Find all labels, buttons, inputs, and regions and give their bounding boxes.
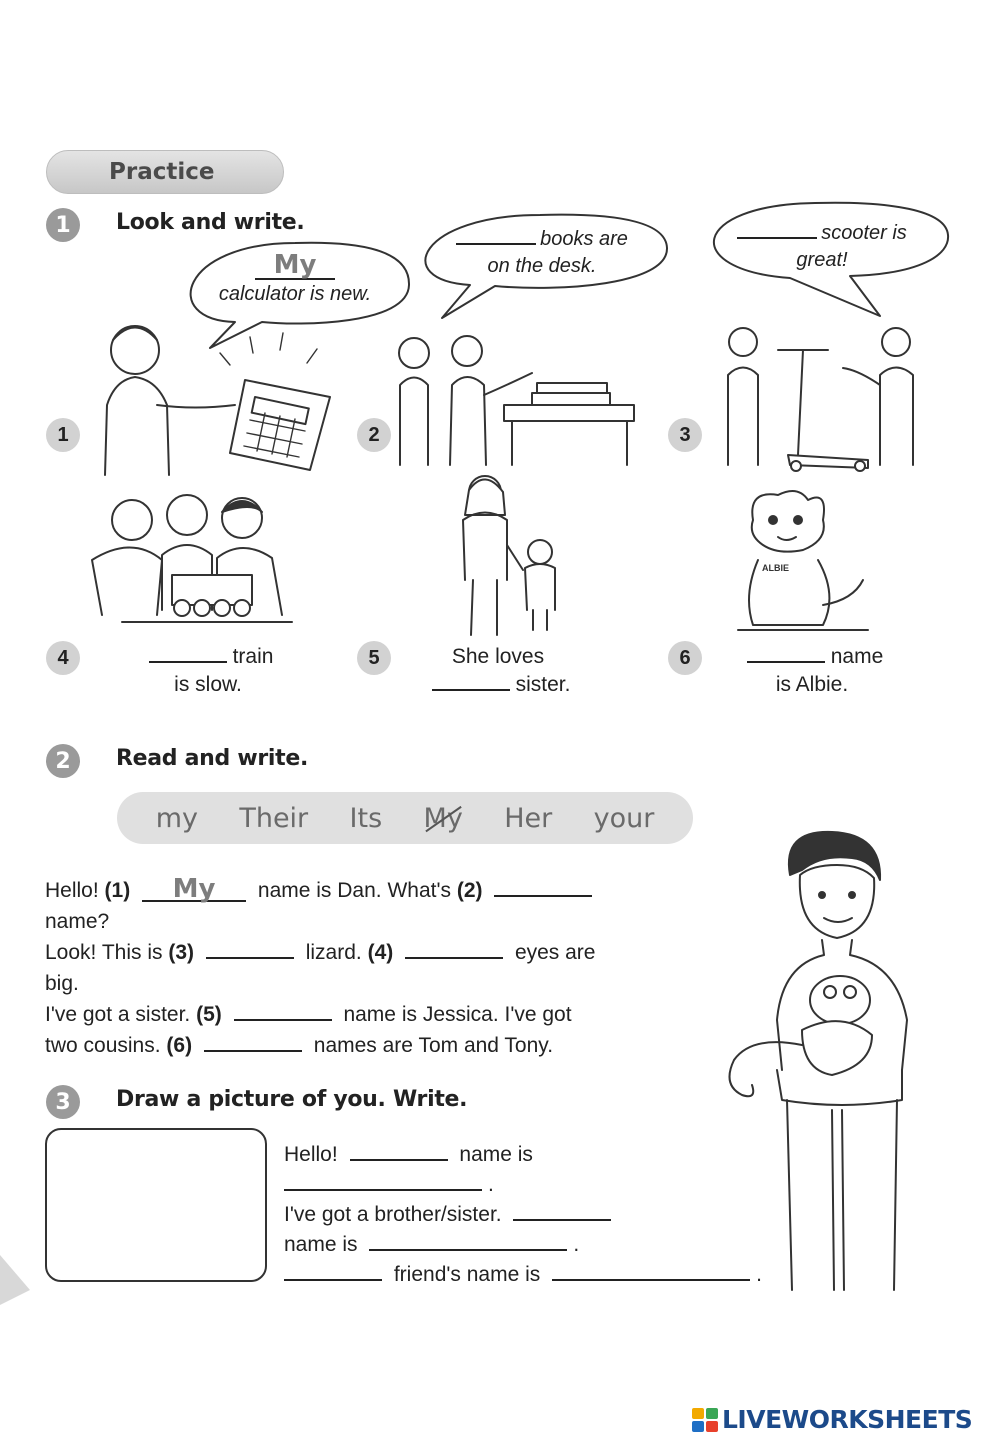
answer-5-blank[interactable] [234,1005,332,1021]
caption-5-line-a: She loves [451,645,545,668]
caption-5-line-b: sister. [515,673,571,696]
drawing-box[interactable] [45,1128,267,1282]
answer-1[interactable]: My [142,878,246,902]
word-bank-item: my [155,802,198,834]
children-books-illustration [392,325,642,465]
answer-3-blank[interactable] [206,943,294,959]
boys-train-illustration [62,490,312,630]
dog-tag: ALBIE [762,563,789,573]
picture-5-number: 5 [357,641,391,675]
caption-4 [118,643,298,699]
picture-2-number: 2 [357,418,391,452]
s3-blank-5[interactable] [284,1265,382,1281]
picture-6-number: 6 [668,641,702,675]
logo-square [706,1421,718,1432]
answer-6-blank[interactable] [204,1036,302,1052]
bubble-2-blank[interactable] [456,229,536,245]
bubble-3-blank[interactable] [737,223,817,239]
caption-5 [408,643,588,699]
word-bank [117,792,693,844]
bubble-2-text [432,226,652,280]
bubble-3-line-a: scooter is [821,222,907,244]
section-2-paragraph: Hello! (1) My name is Dan. What's (2) name? Look! This is (3) lizard. (4) eyes are big. I've got a sister. (5) name is Jessica. I've got two cousins. (6) names are Tom and Tony. [45,874,596,1057]
bubble-2-line-a: books are [540,228,628,250]
bubble-1-text [185,252,405,308]
liveworksheets-logo-icon [692,1408,718,1432]
liveworksheets-logo[interactable] [692,1405,972,1434]
answer-2-blank[interactable] [494,881,592,897]
word-bank-item: Their [239,802,309,834]
caption-6-line-a: name [830,645,884,668]
s3-blank-6[interactable] [552,1265,750,1281]
caption-6-blank[interactable] [747,647,825,663]
section-3-number: 3 [46,1085,80,1119]
bubble-3-line-b: great! [796,249,848,271]
caption-4-line-a: train [232,645,274,668]
bubble-2-line-b: on the desk. [487,255,597,277]
practice-label: Practice [109,159,215,185]
caption-4-blank[interactable] [149,647,227,663]
word-bank-item: Its [349,802,383,834]
page-corner-mark [0,1245,40,1305]
word-bank-item: your [593,802,655,834]
picture-1-number: 1 [46,418,80,452]
section-3-text: Hello! name is . I've got a brother/sister. name is . friend's name is . [284,1143,762,1286]
section-1-title: Look and write. [116,210,305,235]
s3-blank-4[interactable] [369,1235,567,1251]
logo-square [706,1408,718,1419]
children-scooter-illustration [718,320,938,470]
section-3-title: Draw a picture of you. Write. [116,1087,468,1112]
word-bank-item: Her [504,802,553,834]
liveworksheets-logo-text: LIVEWORKSHEETS [722,1405,973,1434]
bubble-1-answer[interactable]: My [255,252,335,280]
picture-3-number: 3 [668,418,702,452]
caption-6 [722,643,902,699]
s3-blank-1[interactable] [350,1145,448,1161]
dog-albie-illustration [728,485,878,635]
logo-square [692,1421,704,1432]
section-2-number: 2 [46,744,80,778]
section-1-number: 1 [46,208,80,242]
caption-6-line-b: is Albie. [775,673,849,696]
bubble-1-sentence: calculator is new. [218,283,372,305]
girl-sister-illustration [445,470,585,640]
section-2-title: Read and write. [116,746,309,771]
boy-calculator-illustration [95,305,365,475]
caption-4-line-b: is slow. [174,673,242,696]
bubble-3-text [712,220,932,274]
caption-5-blank[interactable] [432,675,510,691]
s3-blank-3[interactable] [513,1205,611,1221]
s3-blank-2[interactable] [284,1175,482,1191]
word-bank-item-crossed: My [423,802,463,834]
picture-4-number: 4 [46,641,80,675]
logo-square [692,1408,704,1419]
answer-4-blank[interactable] [405,943,503,959]
